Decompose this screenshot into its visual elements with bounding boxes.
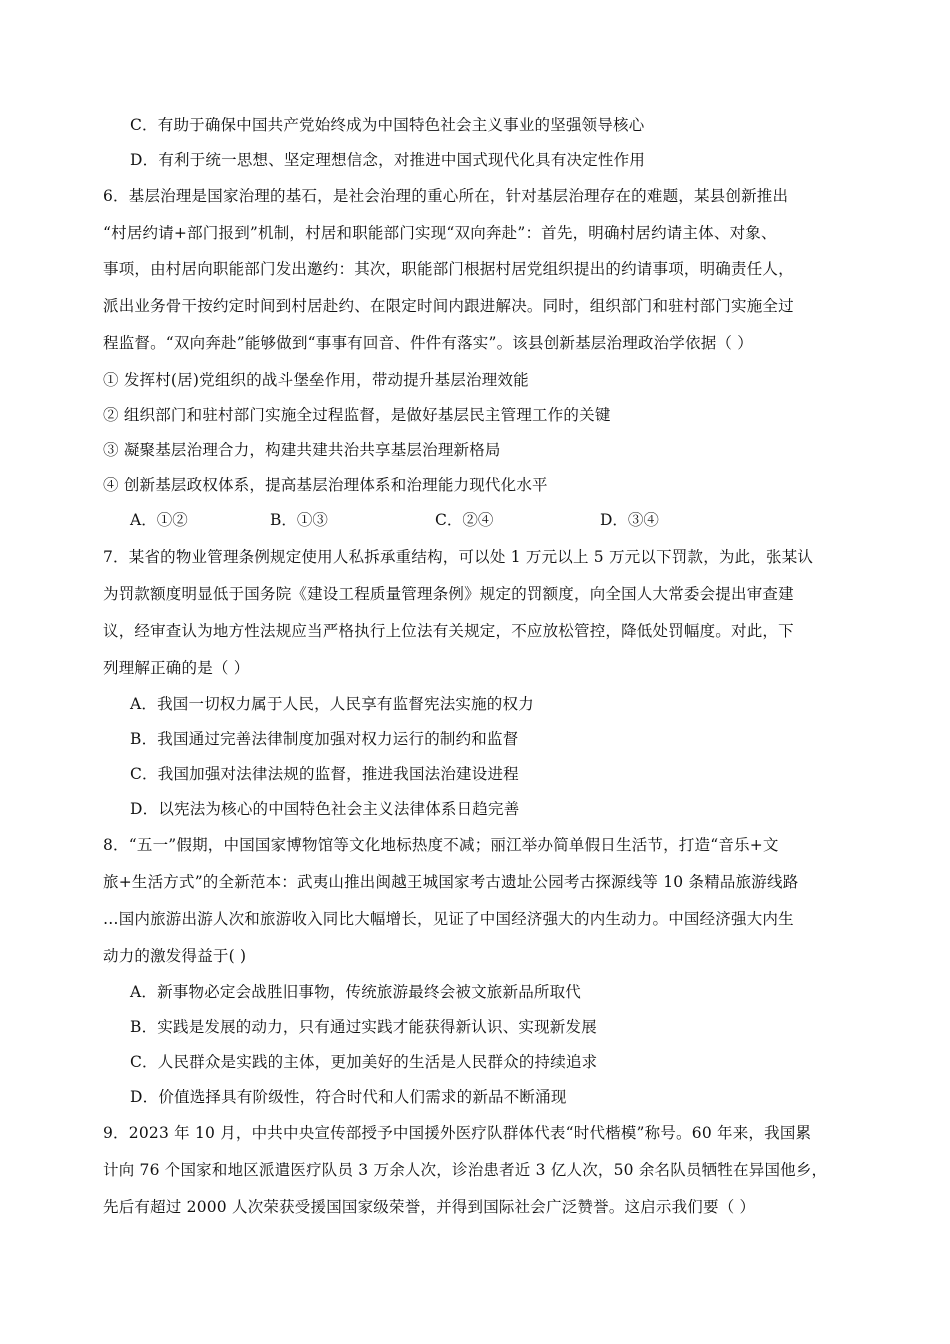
q8-option-c[interactable]: C．人民群众是实践的主体，更加美好的生活是人民群众的持续追求 xyxy=(130,1053,598,1071)
q6-option-d[interactable]: D．③④ xyxy=(600,511,659,529)
q7-stem-line: 议，经审查认为地方性法规应当严格执行上位法有关规定，不应放松管控，降低处罚幅度。对此，下 xyxy=(103,622,794,640)
q6-stem-line: “村居约请+部门报到”机制，村居和职能部门实现“双向奔赴”：首先，明确村居约请主体、对象、 xyxy=(103,224,777,242)
q6-stem-line: 6．基层治理是国家治理的基石，是社会治理的重心所在，针对基层治理存在的难题，某县创新推出 xyxy=(103,187,789,205)
q8-stem-line: …国内旅游出游人次和旅游收入同比大幅增长，见证了中国经济强大的内生动力。中国经济强大内生 xyxy=(103,910,794,928)
q7-option-a[interactable]: A．我国一切权力属于人民，人民享有监督宪法实施的权力 xyxy=(130,695,534,713)
q7-stem-line: 7．某省的物业管理条例规定使用人私拆承重结构，可以处 1 万元以上 5 万元以下罚款，为此，张某认 xyxy=(103,548,814,566)
q7-option-d[interactable]: D．以宪法为核心的中国特色社会主义法律体系日趋完善 xyxy=(130,800,520,818)
prev-option-c: C．有助于确保中国共产党始终成为中国特色社会主义事业的坚强领导核心 xyxy=(130,116,645,134)
q6-stem-line: 程监督。“双向奔赴”能够做到“事事有回音、件件有落实”。该县创新基层治理政治学依据（ ） xyxy=(103,334,753,352)
q6-option-b[interactable]: B．①③ xyxy=(270,511,328,529)
prev-option-d: D．有利于统一思想、坚定理想信念，对推进中国式现代化具有决定性作用 xyxy=(130,151,646,169)
q8-stem-line: 动力的激发得益于( ) xyxy=(103,947,247,965)
q6-stem-line: 事项，由村居向职能部门发出邀约：其次，职能部门根据村居党组织提出的约请事项，明确责任人， xyxy=(103,260,794,278)
q8-option-d[interactable]: D．价值选择具有阶级性，符合时代和人们需求的新品不断涌现 xyxy=(130,1088,567,1106)
q8-option-b[interactable]: B．实践是发展的动力，只有通过实践才能获得新认识、实现新发展 xyxy=(130,1018,597,1036)
q7-option-b[interactable]: B．我国通过完善法律制度加强对权力运行的制约和监督 xyxy=(130,730,519,748)
q9-stem-line: 9．2023 年 10 月，中共中央宣传部授予中国援外医疗队群体代表“时代楷模”称号。60 年来，我国累 xyxy=(103,1124,812,1142)
q6-statement: ① 发挥村(居)党组织的战斗堡垒作用，带动提升基层治理效能 xyxy=(103,371,529,389)
q6-stem-line: 派出业务骨干按约定时间到村居赴约、在限定时间内跟进解决。同时，组织部门和驻村部门实施全过 xyxy=(103,297,794,315)
q6-options-row xyxy=(130,510,830,530)
q8-stem-line: 旅+生活方式”的全新范本：武夷山推出闽越王城国家考古遗址公园考古探源线等 10 条精品旅游线路 xyxy=(103,873,799,891)
q8-option-a[interactable]: A．新事物必定会战胜旧事物，传统旅游最终会被文旅新品所取代 xyxy=(130,983,581,1001)
q9-stem-line: 计向 76 个国家和地区派遣医疗队员 3 万余人次，诊治患者近 3 亿人次，50 余名队员牺牲在异国他乡， xyxy=(103,1161,828,1179)
q6-statement: ② 组织部门和驻村部门实施全过程监督，是做好基层民主管理工作的关键 xyxy=(103,406,611,424)
q6-option-c[interactable]: C．②④ xyxy=(435,511,494,529)
q7-option-c[interactable]: C．我国加强对法律法规的监督，推进我国法治建设进程 xyxy=(130,765,519,783)
q9-stem-line: 先后有超过 2000 人次荣获受援国国家级荣誉，并得到国际社会广泛赞誉。这启示我们要（ ） xyxy=(103,1198,756,1216)
q6-statement: ③ 凝聚基层治理合力，构建共建共治共享基层治理新格局 xyxy=(103,441,501,459)
q6-statement: ④ 创新基层政权体系，提高基层治理体系和治理能力现代化水平 xyxy=(103,476,548,494)
q7-stem-line: 为罚款额度明显低于国务院《建设工程质量管理条例》规定的罚额度，向全国人大常委会提出审查建 xyxy=(103,585,794,603)
q6-option-a[interactable]: A．①② xyxy=(130,511,188,529)
q7-stem-line: 列理解正确的是（ ） xyxy=(103,659,250,677)
q8-stem-line: 8．“五一”假期，中国国家博物馆等文化地标热度不减；丽江举办简单假日生活节，打造“音乐+文 xyxy=(103,836,779,854)
